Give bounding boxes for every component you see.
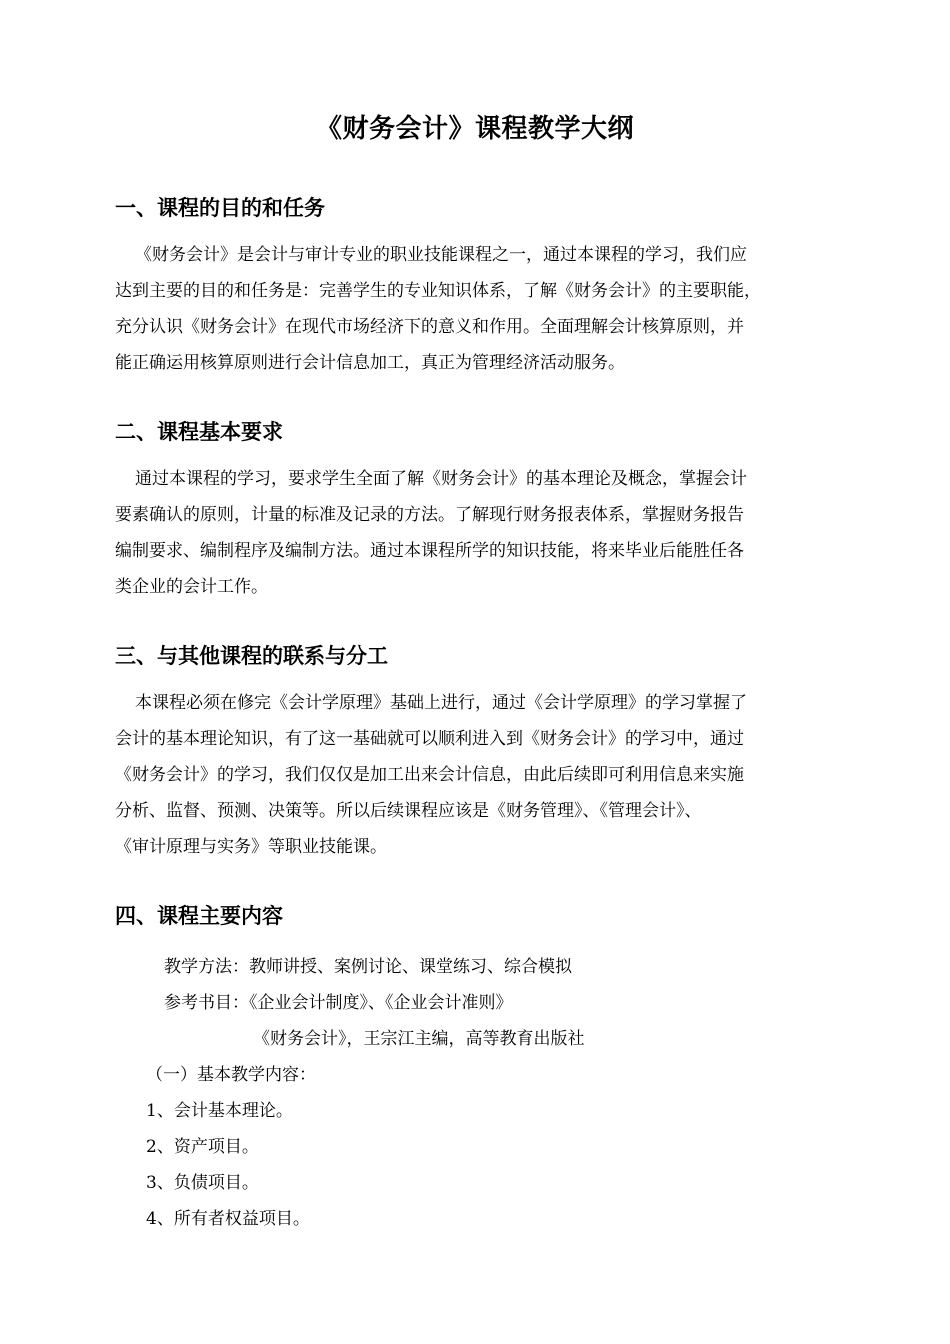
list-item: 1、会计基本理论。 <box>146 1101 293 1121</box>
teaching-method: 教学方法：教师讲授、案例讨论、课堂练习、综合模拟 <box>164 957 572 977</box>
section-heading-1: 一、课程的目的和任务 <box>115 196 325 220</box>
paragraph-line: 《财务会计》的学习，我们仅仅是加工出来会计信息，由此后续即可利用信息来实施 <box>115 765 744 785</box>
list-item: 3、负债项目。 <box>146 1173 259 1193</box>
section-heading-3: 三、与其他课程的联系与分工 <box>115 644 388 668</box>
list-item: 4、所有者权益项目。 <box>146 1209 310 1229</box>
paragraph-line: 本课程必须在修完《会计学原理》基础上进行，通过《会计学原理》的学习掌握了 <box>135 693 747 713</box>
section-heading-2: 二、课程基本要求 <box>115 420 283 444</box>
paragraph-line: 分析、监督、预测、决策等。所以后续课程应该是《财务管理》、《管理会计》、 <box>115 801 702 821</box>
paragraph-line: 能正确运用核算原则进行会计信息加工，真正为管理经济活动服务。 <box>115 353 625 373</box>
reference-books: 参考书目：《企业会计制度》、《企业会计准则》 <box>164 993 513 1013</box>
list-item: 2、资产项目。 <box>146 1137 259 1157</box>
paragraph-line: 充分认识《财务会计》在现代市场经济下的意义和作用。全面理解会计核算原则，并 <box>115 317 744 337</box>
document-title: 《财务会计》课程教学大纲 <box>315 114 634 144</box>
paragraph-line: 会计的基本理论知识，有了这一基础就可以顺利进入到《财务会计》的学习中，通过 <box>115 729 744 749</box>
section-1-paragraph <box>115 237 845 381</box>
paragraph-line: 编制要求、编制程序及编制方法。通过本课程所学的知识技能，将来毕业后能胜任各 <box>115 541 744 561</box>
subsection-heading: （一）基本教学内容： <box>146 1065 316 1085</box>
section-heading-4: 四、课程主要内容 <box>115 904 283 928</box>
reference-books-cont: 《财务会计》，王宗江主编，高等教育出版社 <box>253 1029 585 1049</box>
section-3-paragraph <box>115 685 845 865</box>
paragraph-line: 要素确认的原则，计量的标准及记录的方法。了解现行财务报表体系，掌握财务报告 <box>115 505 744 525</box>
paragraph-line: 《审计原理与实务》等职业技能课。 <box>115 837 387 857</box>
paragraph-line: 类企业的会计工作。 <box>115 577 268 597</box>
paragraph-line: 通过本课程的学习，要求学生全面了解《财务会计》的基本理论及概念，掌握会计 <box>135 469 747 489</box>
paragraph-line: 达到主要的目的和任务是：完善学生的专业知识体系，了解《财务会计》的主要职能， <box>115 281 761 301</box>
section-2-paragraph <box>115 461 845 605</box>
paragraph-line: 《财务会计》是会计与审计专业的职业技能课程之一，通过本课程的学习，我们应 <box>135 245 747 265</box>
